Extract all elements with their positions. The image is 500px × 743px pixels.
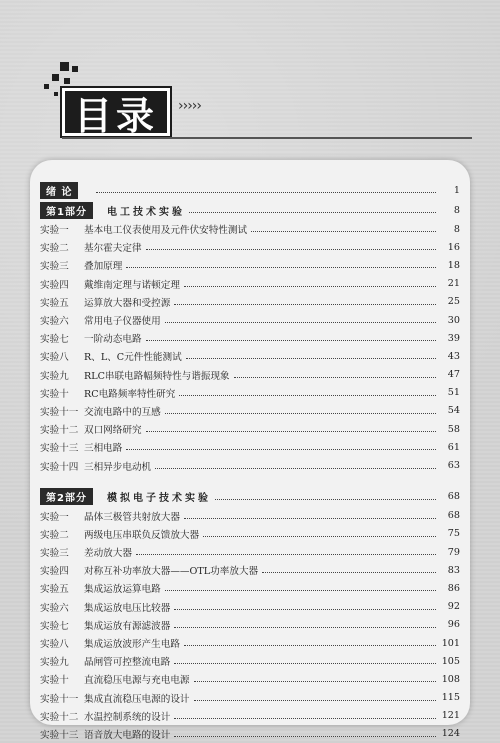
page-number: 8: [453, 204, 460, 216]
intro-label: 绪 论: [40, 182, 78, 199]
experiment-number: 实验六: [40, 602, 69, 614]
experiment-number: 实验五: [40, 297, 69, 309]
toc-entry-row[interactable]: [40, 384, 460, 402]
toc-entry-row[interactable]: [40, 616, 460, 634]
experiment-title: 双口网络研究: [84, 425, 142, 437]
toc-entry-row[interactable]: [40, 652, 460, 670]
table-of-contents: [40, 180, 460, 743]
toc-entry-row[interactable]: [40, 456, 460, 474]
experiment-title: 基尔霍夫定律: [84, 243, 142, 255]
toc-entry-row[interactable]: [40, 507, 460, 525]
experiment-title: 语音放大电路的设计: [84, 729, 171, 741]
toc-entry-row[interactable]: [40, 598, 460, 616]
toc-entry-row[interactable]: [40, 670, 460, 688]
toc-entry-row[interactable]: [40, 366, 460, 384]
leader-dots: [186, 357, 436, 359]
experiment-number: 实验十一: [40, 406, 79, 418]
toc-entry-row[interactable]: [40, 561, 460, 579]
experiment-number: 实验十四: [40, 461, 79, 473]
experiment-title: 交流电路中的互感: [84, 406, 161, 418]
experiment-title: 集成运放电压比较器: [84, 602, 171, 614]
experiment-number: 实验十二: [40, 425, 79, 437]
decor-square: [72, 66, 78, 72]
toc-entry-row[interactable]: [40, 311, 460, 329]
page-number: 105: [441, 655, 460, 667]
experiment-number: 实验十三: [40, 443, 79, 455]
experiment-number: 实验五: [40, 584, 69, 596]
experiment-title: 一阶动态电路: [84, 334, 142, 346]
toc-entry-row[interactable]: [40, 579, 460, 597]
header-divider: [62, 137, 472, 139]
page-number: 75: [447, 528, 460, 540]
page-number: 54: [447, 405, 460, 417]
page-number: 1: [453, 184, 460, 196]
page-number: 39: [447, 332, 460, 344]
experiment-title: RC电路频率特性研究: [84, 388, 176, 400]
experiment-number: 实验十二: [40, 711, 79, 723]
page-title: 目录: [73, 93, 158, 138]
experiment-title: 叠加原理: [84, 261, 123, 273]
experiment-title: R、L、C元件性能测试: [84, 352, 182, 364]
leader-dots: [136, 553, 436, 555]
experiment-number: 实验十一: [40, 693, 79, 705]
toc-intro-row[interactable]: [40, 180, 460, 200]
page-number: 68: [447, 491, 460, 503]
page-number: 121: [441, 710, 460, 722]
leader-dots: [126, 448, 436, 450]
part-label: 第2部分: [40, 488, 93, 505]
page-number: 68: [447, 510, 460, 522]
experiment-number: 实验八: [40, 352, 69, 364]
page-number: 79: [447, 546, 460, 558]
section-gap: [40, 475, 460, 487]
leader-dots: [189, 211, 436, 213]
toc-entry-row[interactable]: [40, 238, 460, 256]
leader-dots: [194, 699, 436, 701]
leader-dots: [184, 644, 436, 646]
page-number: 47: [447, 369, 460, 381]
toc-entry-row[interactable]: [40, 689, 460, 707]
leader-dots: [165, 321, 436, 323]
toc-entry-row[interactable]: [40, 220, 460, 238]
leader-dots: [155, 467, 436, 469]
toc-entry-row[interactable]: [40, 329, 460, 347]
page-number: 21: [447, 278, 460, 290]
leader-dots: [165, 412, 436, 414]
experiment-number: 实验四: [40, 279, 69, 291]
page-number: 86: [447, 582, 460, 594]
page-number: 51: [447, 387, 460, 399]
page-number: 8: [453, 223, 460, 235]
experiment-title: 集成运放有源滤波器: [84, 620, 171, 632]
decor-square: [52, 74, 59, 81]
leader-dots: [215, 498, 436, 500]
leader-dots: [251, 230, 436, 232]
experiment-title: 对称互补功率放大器——OTL功率放大器: [84, 566, 259, 578]
page-number: 58: [447, 423, 460, 435]
toc-entry-row[interactable]: [40, 438, 460, 456]
experiment-number: 实验二: [40, 243, 69, 255]
decor-square: [64, 78, 70, 84]
toc-entry-row[interactable]: [40, 707, 460, 725]
toc-entry-row[interactable]: [40, 543, 460, 561]
experiment-number: 实验十: [40, 675, 69, 687]
page-number: 61: [447, 441, 460, 453]
toc-entry-row[interactable]: [40, 275, 460, 293]
page-number: 83: [447, 564, 460, 576]
leader-dots: [174, 626, 436, 628]
experiment-number: 实验三: [40, 261, 69, 273]
part-2-experiments: [40, 507, 460, 743]
experiment-title: 集成运放波形产生电路: [84, 639, 180, 651]
toc-entry-row[interactable]: [40, 347, 460, 365]
leader-dots: [184, 285, 436, 287]
toc-entry-row[interactable]: [40, 725, 460, 743]
page-number: 115: [441, 692, 460, 704]
experiment-title: 戴维南定理与诺顿定理: [84, 279, 180, 291]
part-1-experiments: [40, 220, 460, 475]
part-label: 第1部分: [40, 202, 93, 219]
experiment-title: 基本电工仪表使用及元件伏安特性测试: [84, 225, 248, 237]
leader-dots: [146, 339, 436, 341]
experiment-title: 差动放大器: [84, 548, 132, 560]
experiment-number: 实验四: [40, 566, 69, 578]
leader-dots: [262, 571, 436, 573]
experiment-title: 两级电压串联负反馈放大器: [84, 529, 200, 541]
leader-dots: [174, 662, 436, 664]
experiment-number: 实验九: [40, 370, 69, 382]
toc-entry-row[interactable]: [40, 402, 460, 420]
toc-part-row[interactable]: [40, 487, 460, 507]
toc-entry-row[interactable]: [40, 420, 460, 438]
experiment-title: 晶体三极管共射放大器: [84, 511, 180, 523]
experiment-title: RLC串联电路幅频特性与谐振现象: [84, 370, 230, 382]
leader-dots: [126, 266, 436, 268]
leader-dots: [96, 191, 436, 193]
experiment-title: 集成运放运算电路: [84, 584, 161, 596]
experiment-number: 实验八: [40, 639, 69, 651]
header: [0, 0, 500, 165]
page-number: 108: [441, 673, 460, 685]
toc-entry-row[interactable]: [40, 293, 460, 311]
leader-dots: [174, 717, 436, 719]
experiment-title: 三相电路: [84, 443, 123, 455]
leader-dots: [203, 535, 436, 537]
page-number: 96: [447, 619, 460, 631]
leader-dots: [184, 517, 436, 519]
page-number: 124: [441, 728, 460, 740]
page-number: 92: [447, 601, 460, 613]
decor-square: [54, 92, 58, 96]
chevrons-icon: ›››››: [178, 98, 201, 114]
title-box: [62, 88, 170, 136]
toc-entry-row[interactable]: [40, 634, 460, 652]
experiment-number: 实验三: [40, 548, 69, 560]
leader-dots: [194, 680, 436, 682]
leader-dots: [174, 303, 436, 305]
page-number: 18: [447, 259, 460, 271]
experiment-title: 常用电子仪器使用: [84, 316, 161, 328]
part-title: 模拟电子技术实验: [106, 493, 211, 505]
part-title: 电工技术实验: [106, 206, 185, 218]
experiment-number: 实验一: [40, 511, 69, 523]
experiment-title: 运算放大器和受控源: [84, 297, 171, 309]
leader-dots: [234, 376, 436, 378]
page-number: 63: [447, 460, 460, 472]
toc-part-row[interactable]: [40, 200, 460, 220]
experiment-number: 实验一: [40, 225, 69, 237]
experiment-number: 实验十三: [40, 729, 79, 741]
experiment-number: 实验六: [40, 316, 69, 328]
leader-dots: [174, 735, 436, 737]
experiment-title: 晶闸管可控整流电路: [84, 657, 171, 669]
experiment-title: 直流稳压电源与充电电源: [84, 675, 190, 687]
experiment-number: 实验七: [40, 334, 69, 346]
leader-dots: [165, 589, 436, 591]
experiment-number: 实验七: [40, 620, 69, 632]
toc-entry-row[interactable]: [40, 256, 460, 274]
decor-square: [44, 84, 49, 89]
leader-dots: [146, 430, 436, 432]
leader-dots: [146, 248, 436, 250]
page-number: 101: [441, 637, 460, 649]
page-number: 16: [447, 241, 460, 253]
toc-entry-row[interactable]: [40, 525, 460, 543]
page-number: 30: [447, 314, 460, 326]
experiment-number: 实验九: [40, 657, 69, 669]
leader-dots: [174, 608, 436, 610]
experiment-title: 水温控制系统的设计: [84, 711, 171, 723]
experiment-number: 实验二: [40, 529, 69, 541]
page-number: 43: [447, 350, 460, 362]
experiment-number: 实验十: [40, 388, 69, 400]
experiment-title: 三相异步电动机: [84, 461, 152, 473]
decor-square: [60, 62, 69, 71]
experiment-title: 集成直流稳压电源的设计: [84, 693, 190, 705]
leader-dots: [179, 394, 436, 396]
page-number: 25: [447, 296, 460, 308]
